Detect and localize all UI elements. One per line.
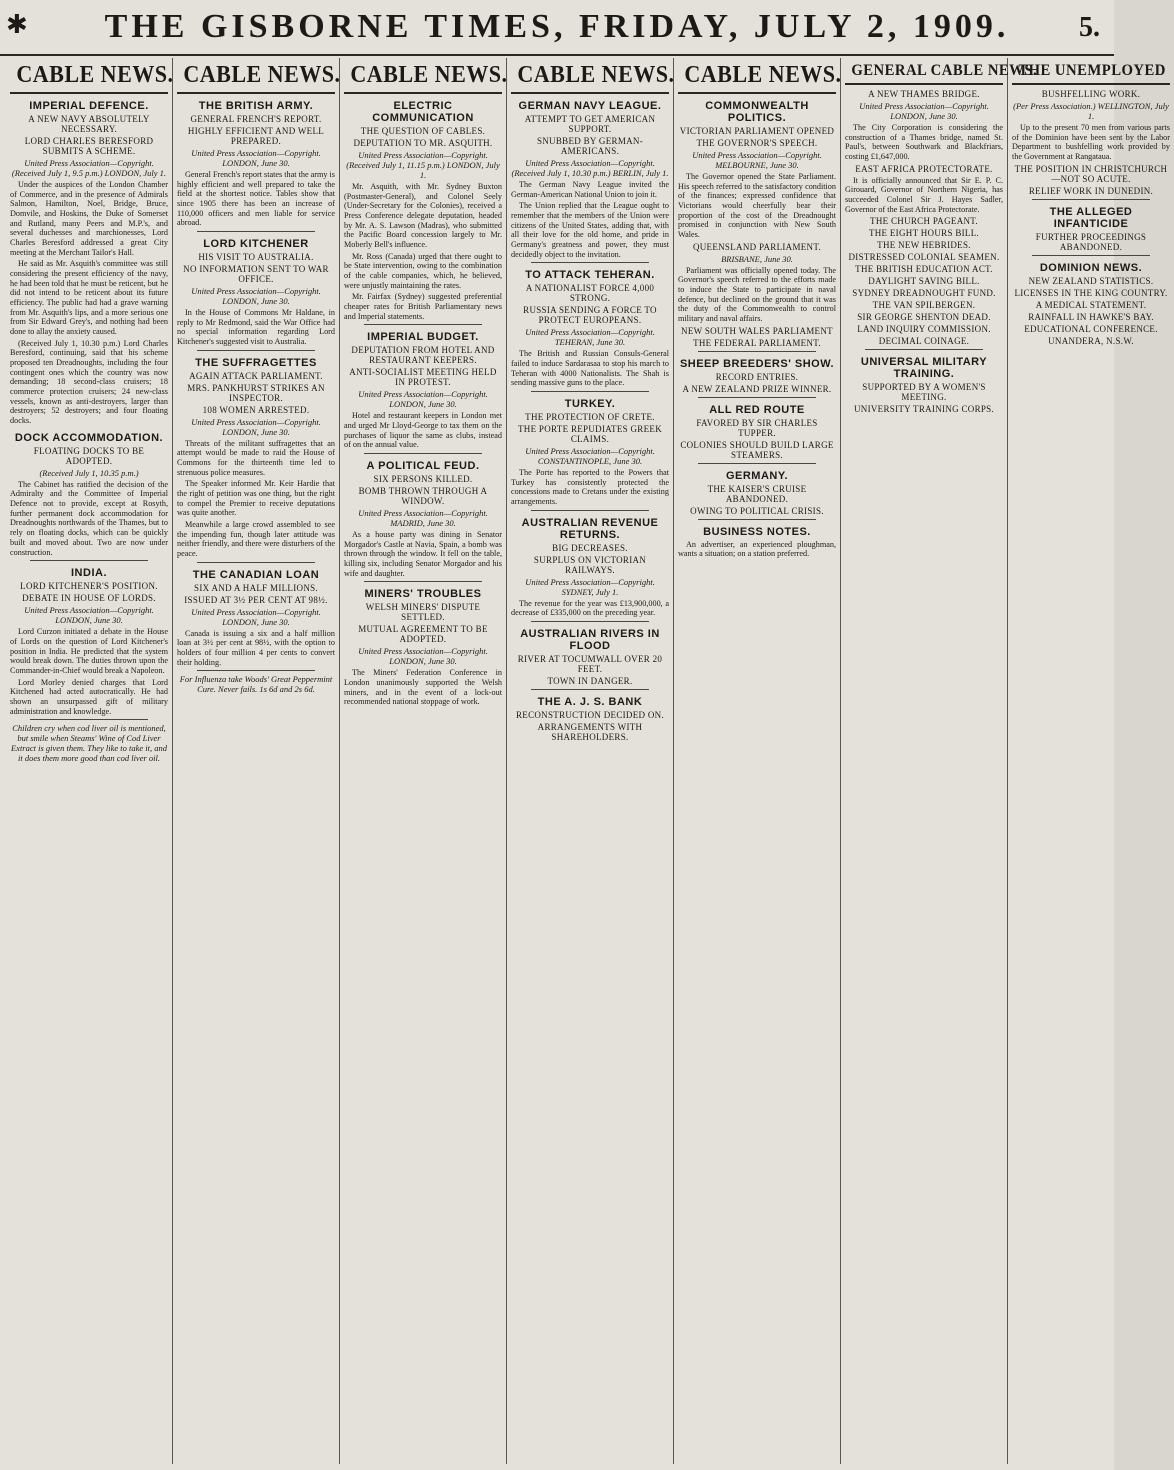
- dateline: United Press Association—Copyright. LONDON, June 30.: [191, 148, 321, 168]
- column-heading: CABLE NEWS.: [350, 62, 508, 88]
- headline: AUSTRALIAN RIVERS IN FLOOD: [520, 628, 660, 653]
- subheadline: RECONSTRUCTION DECIDED ON.: [515, 710, 665, 721]
- article-paragraph: An advertiser, an experienced ploughman, wants a situation; on a station preferred.: [678, 539, 836, 559]
- subheadline: DEPUTATION TO MR. ASQUITH.: [353, 138, 493, 148]
- divider: [531, 621, 649, 622]
- subheadline: THE VAN SPILBERGEN.: [872, 300, 976, 311]
- subheadline: DAYLIGHT SAVING BILL.: [868, 276, 980, 287]
- article-paragraph: The Union replied that the League ought to remember that the members of the Union were citizens of the United States, adding that, with all their love for the old home, and pride in Germany's greatness and power, they must decidedly object to the invitation.: [511, 201, 669, 259]
- column-heading: GENERAL CABLE NEWS.: [851, 62, 1038, 79]
- column-7: [1008, 58, 1174, 1464]
- subheadline: SIR GEORGE SHENTON DEAD.: [857, 312, 991, 323]
- dateline: United Press Association—Copyright. LONDON, June 30.: [859, 101, 989, 121]
- subheadline: DECIMAL COINAGE.: [878, 336, 970, 347]
- subheadline: LICENSES IN THE KING COUNTRY.: [1014, 287, 1168, 298]
- subheadline: QUEENSLAND PARLIAMENT.: [692, 241, 822, 252]
- column-heading: CABLE NEWS.: [16, 62, 174, 88]
- dateline: United Press Association—Copyright. MELBOURNE, June 30.: [692, 150, 822, 170]
- subheadline: MRS. PANKHURST STRIKES AN INSPECTOR.: [187, 382, 325, 403]
- subheadline: DEPUTATION FROM HOTEL AND RESTAURANT KEEPERS.: [351, 345, 495, 366]
- headline: IMPERIAL BUDGET.: [367, 331, 479, 344]
- column-6: [841, 58, 1038, 1464]
- headline: TO ATTACK TEHERAN.: [525, 269, 655, 282]
- subheadline: RELIEF WORK IN DUNEDIN.: [1028, 185, 1154, 196]
- subheadline: THE QUESTION OF CABLES.: [360, 126, 486, 136]
- subheadline: ATTEMPT TO GET AMERICAN SUPPORT.: [524, 114, 656, 134]
- columns: [6, 58, 1170, 1464]
- dateline: United Press Association—Copyright. LONDON, June 30.: [191, 286, 321, 307]
- divider: [698, 351, 816, 352]
- headline: COMMONWEALTH POLITICS.: [705, 100, 809, 124]
- article-paragraph: Canada is issuing a six and a half million loan at 3½ per cent at 98½, with the option to holders of four million 4 per cents to convert their holding.: [177, 628, 335, 667]
- subheadline: RAINFALL IN HAWKE'S BAY.: [1028, 311, 1154, 322]
- article-paragraph: Meanwhile a large crowd assembled to see the impending fun, though later attitude was neither friendly, and there were disturbers of the peace.: [177, 520, 335, 559]
- subheadline: ISSUED AT 3½ PER CENT AT 98½.: [184, 594, 328, 605]
- column-heading: CABLE NEWS.: [684, 62, 842, 88]
- subheadline: FURTHER PROCEEDINGS ABANDONED.: [1035, 231, 1147, 252]
- divider: [698, 463, 816, 464]
- article-paragraph: He said as Mr. Asquith's committee was still considering the present efficiency of the navy, he had been told that he must be reticent, but he did not intend to be reticent about its future efficiency. The public had had a grave warning from Mr. Asquith's lips, and a more serious one from Sir Edward Grey's, and nothing had been done to allay the anxiety caused.: [10, 259, 168, 337]
- divider: [1032, 199, 1150, 200]
- divider: [511, 92, 669, 94]
- column-1: [6, 58, 173, 1464]
- headline: GERMANY.: [725, 469, 789, 482]
- subheadline: MUTUAL AGREEMENT TO BE ADOPTED.: [358, 624, 488, 645]
- subheadline: ANTI-SOCIALIST MEETING HELD IN PROTEST.: [349, 367, 497, 388]
- column-heading: CABLE NEWS.: [517, 62, 675, 88]
- headline: A POLITICAL FEUD.: [366, 460, 480, 473]
- article-paragraph: The German Navy League invited the German-American National Union to join it.: [511, 180, 669, 199]
- advertisement: Children cry when cod liver oil is mentioned, but smile when Steams' Wine of Cod Liver Extract is given them. They like to take it, and it does them more good than cod liver oil.: [10, 723, 168, 763]
- subheadline: LORD KITCHENER'S POSITION.: [20, 581, 158, 592]
- subheadline: BIG DECREASES.: [552, 542, 628, 553]
- divider: [1032, 255, 1150, 256]
- subheadline: NEW SOUTH WALES PARLIAMENT: [681, 325, 833, 336]
- subheadline: A NEW NAVY ABSOLUTELY NECESSARY.: [28, 114, 150, 134]
- subheadline: LORD CHARLES BERESFORD SUBMITS A SCHEME.: [24, 136, 154, 156]
- dateline: United Press Association—Copyright. LONDON, June 30.: [191, 606, 321, 627]
- subheadline: FAVORED BY SIR CHARLES TUPPER.: [696, 417, 818, 438]
- article-paragraph: Lord Morley denied charges that Lord Kitchened had acted autocratically. He had shown an unsurpassed gift of military administration and knowledge.: [10, 677, 168, 716]
- column-heading: CABLE NEWS.: [183, 62, 341, 88]
- article-paragraph: Mr. Fairfax (Sydney) suggested preferential cheaper rates for British Parliamentary news and Imperial statements.: [344, 292, 502, 321]
- divider: [698, 519, 816, 520]
- headline: IMPERIAL DEFENCE.: [29, 100, 149, 112]
- subheadline: HIGHLY EFFICIENT AND WELL PREPARED.: [187, 126, 325, 146]
- headline: THE CANADIAN LOAN: [192, 568, 320, 581]
- dateline: United Press Association—Copyright. MADRID, June 30.: [358, 508, 488, 529]
- subheadline: RECORD ENTRIES.: [715, 371, 799, 382]
- divider: [344, 92, 502, 94]
- subheadline: A MEDICAL STATEMENT.: [1035, 299, 1147, 310]
- column-4: [507, 58, 674, 1464]
- article-paragraph: It is officially announced that Sir E. P. C. Girouard, Governor of Northern Nigeria, has succeeded Colonel Sir J. Hayes Sadler, Governor of the East Africa Protectorate.: [845, 175, 1003, 214]
- headline: LORD KITCHENER: [203, 238, 309, 251]
- subheadline: LAND INQUIRY COMMISSION.: [857, 324, 991, 335]
- subheadline: VICTORIAN PARLIAMENT OPENED: [679, 126, 835, 136]
- subheadline: UNIVERSITY TRAINING CORPS.: [853, 404, 995, 415]
- divider: [197, 350, 315, 351]
- subheadline: BOMB THROWN THROUGH A WINDOW.: [358, 486, 488, 507]
- headline: DOMINION NEWS.: [1039, 261, 1143, 274]
- dateline: United Press Association—Copyright. (Received July 1, 10.30 p.m.) BERLIN, July 1.: [511, 158, 669, 178]
- divider: [364, 453, 482, 454]
- subheadline: THE POSITION IN CHRISTCHURCH—NOT SO ACUTE.: [1014, 163, 1168, 184]
- divider: [197, 670, 315, 671]
- headline: BUSINESS NOTES.: [703, 525, 811, 538]
- subheadline: A NEW ZEALAND PRIZE WINNER.: [682, 383, 832, 394]
- article-paragraph: The City Corporation is considering the construction of a Thames bridge, named St. Paul's, between Southwark and Blackfriars, costing £1,647,000.: [845, 123, 1003, 162]
- article-paragraph: In the House of Commons Mr Haldane, in reply to Mr Redmond, said the War Office had no special information regarding Lord Kitchener's suggested visit to Australia.: [177, 308, 335, 347]
- divider: [698, 397, 816, 398]
- headline: MINERS' TROUBLES: [364, 588, 482, 601]
- divider: [177, 92, 335, 94]
- masthead: [0, 0, 1114, 56]
- article-paragraph: Lord Curzon initiated a debate in the House of Lords on the question of Lord Kitchener's position in India. He predicted that the system would break down. The duties thrown upon the Commander-in-Chief would break a Napoleon.: [10, 627, 168, 675]
- subheadline: THE FEDERAL PARLIAMENT.: [693, 337, 821, 348]
- divider: [865, 349, 983, 350]
- article-paragraph: Parliament was officially opened today. The Governor's speech referred to the efforts made to induce the State to participate in naval defence, but declined on the ground that it was the duty of the Commonwealth to control military and naval affairs.: [678, 265, 836, 324]
- article-paragraph: Mr. Asquith, with Mr. Sydney Buxton (Postmaster-General), and Colonel Seely (Under-Secretary for the Colonies), received a Press Conference delegate deputation, headed by Mr. A. S. Lawson (Madras), who submitted the Pacific Board concession largely to Mr. Moberly Bell's influence.: [344, 182, 502, 250]
- subheadline: SIX PERSONS KILLED.: [373, 474, 473, 485]
- subheadline: DISTRESSED COLONIAL SEAMEN.: [848, 252, 1000, 263]
- headline: THE ALLEGED INFANTICIDE: [1049, 205, 1133, 230]
- article-paragraph: The Speaker informed Mr. Keir Hardie that the right of petition was one thing, but the right to compel the Premier to receive deputations was quite another.: [177, 479, 335, 518]
- subheadline: AGAIN ATTACK PARLIAMENT.: [189, 370, 323, 381]
- subheadline: WELSH MINERS' DISPUTE SETTLED.: [365, 602, 481, 623]
- headline: UNIVERSAL MILITARY TRAINING.: [860, 356, 988, 381]
- article-paragraph: Up to the present 70 men from various parts of the Dominion have been sent by the Labor Department to bushfelling work provided by the Government at Rangataua.: [1012, 123, 1170, 162]
- subheadline: THE KAISER'S CRUISE ABANDONED.: [707, 483, 807, 504]
- headline: THE A. J. S. BANK: [537, 696, 643, 709]
- headline: THE SUFFRAGETTES: [195, 356, 317, 369]
- subheadline: THE BRITISH EDUCATION ACT.: [855, 264, 993, 275]
- divider: [364, 324, 482, 325]
- divider: [845, 83, 1003, 85]
- dateline: United Press Association—Copyright. SYDNEY, July 1.: [525, 576, 655, 597]
- article-paragraph: (Received July 1, 10.30 p.m.) Lord Charles Beresford, continuing, said that his scheme proposed ten Dreadnoughts, including the four contingent ones which the country was now demanding; 18 second-class cruisers; 18 commerce protection cruisers; 24 new-class vessels, known as anti-destroyers, larger than destroyers; 52 destroyers; and four floating docks.: [10, 338, 168, 426]
- dateline: United Press Association—Copyright. LONDON, June 30.: [358, 389, 488, 410]
- dateline: United Press Association—Copyright. TEHERAN, June 30.: [525, 327, 655, 348]
- dateline: BRISBANE, June 30.: [721, 253, 793, 264]
- dateline: United Press Association—Copyright. CONSTANTINOPLE, June 30.: [525, 446, 655, 467]
- divider: [30, 560, 148, 561]
- subheadline: THE GOVERNOR'S SPEECH.: [696, 138, 818, 148]
- subheadline: THE EIGHT HOURS BILL.: [868, 228, 980, 239]
- subheadline: A NEW THAMES BRIDGE.: [868, 89, 980, 99]
- page-number: 5.: [1079, 12, 1100, 43]
- subheadline: DEBATE IN HOUSE OF LORDS.: [22, 593, 156, 604]
- subheadline: ARRANGEMENTS WITH SHAREHOLDERS.: [537, 722, 643, 743]
- dateline: United Press Association—Copyright. (Received July 1, 9.5 p.m.) LONDON, July 1.: [11, 158, 167, 178]
- subheadline: THE PORTE REPUDIATES GREEK CLAIMS.: [517, 424, 662, 445]
- dateline: United Press Association—Copyright. LONDON, June 30.: [191, 416, 321, 437]
- subheadline: HIS VISIT TO AUSTRALIA.: [198, 252, 314, 263]
- divider: [531, 262, 649, 263]
- divider: [364, 581, 482, 582]
- dateline: (Per Press Association.) WELLINGTON, July 1.: [1013, 101, 1169, 121]
- subheadline: UNANDERA, N.S.W.: [1048, 335, 1134, 346]
- article-paragraph: Mr. Ross (Canada) urged that there ought to be State intervention, owing to the combination of the cable companies, which, he believed, were unjustly maintaining the rates.: [344, 251, 502, 290]
- subheadline: RIVER AT TOCUMWALL OVER 20 FEET.: [517, 654, 663, 675]
- subheadline: THE NEW HEBRIDES.: [877, 240, 971, 251]
- article-paragraph: As a house party was dining in Senator Morgador's Castle at Navia, Spain, a bomb was thrown through the window. It fell on the table, killing six, including Senator Morgador and his wife and daughter.: [344, 530, 502, 578]
- headline: ELECTRIC COMMUNICATION: [372, 100, 474, 124]
- divider: [678, 92, 836, 94]
- subheadline: COLONIES SHOULD BUILD LARGE STEAMERS.: [680, 439, 834, 460]
- headline: DOCK ACCOMMODATION.: [14, 431, 164, 444]
- dateline: United Press Association—Copyright. (Received July 1, 11.15 p.m.) LONDON, July 1.: [346, 150, 500, 180]
- subheadline: NEW ZEALAND STATISTICS.: [1028, 275, 1154, 286]
- article-paragraph: Hotel and restaurant keepers in London met and urged Mr Lloyd-George to tax them on the purchases of liquor the same as clubs, instead of on the annual value.: [344, 411, 502, 450]
- headline: GERMAN NAVY LEAGUE.: [518, 100, 662, 112]
- ink-blot-icon: ✱: [6, 10, 28, 39]
- headline: TURKEY.: [564, 398, 616, 411]
- article-paragraph: The Cabinet has ratified the decision of the Admiralty and the Committee of Imperial Defence not to provide, except at Rosyth, further permanent dock accommodation for Dreadnoughts northwards of the Thames, but to rely on floating docks, which can be quickly built and moved about. Two are now under construction.: [10, 479, 168, 557]
- dateline: (Received July 1, 10.35 p.m.): [39, 467, 139, 478]
- subheadline: SURPLUS ON VICTORIAN RAILWAYS.: [533, 554, 647, 575]
- subheadline: OWING TO POLITICAL CRISIS.: [690, 505, 824, 516]
- dateline: United Press Association—Copyright. LONDON, June 30.: [24, 605, 154, 626]
- subheadline: FLOATING DOCKS TO BE ADOPTED.: [33, 445, 145, 466]
- advertisement: For Influenza take Woods' Great Peppermint Cure. Never fails. 1s 6d and 2s 6d.: [179, 674, 333, 695]
- masthead-title: THE GISBORNE TIMES, FRIDAY, JULY 2, 1909.: [104, 8, 1010, 45]
- dateline: United Press Association—Copyright. LONDON, June 30.: [358, 646, 488, 667]
- headline: INDIA.: [71, 567, 107, 580]
- article-paragraph: General French's report states that the army is highly efficient and well prepared to take the field at the shortest notice. Tables show that since 1905 there has been an increase of 110,000 officers and men liable for service abroad.: [177, 170, 335, 228]
- article-paragraph: Threats of the militant suffragettes that an attempt would be made to raid the House of Commons for the thirteenth time led to strenuous police measures.: [177, 438, 335, 477]
- divider: [197, 562, 315, 563]
- subheadline: EAST AFRICA PROTECTORATE.: [855, 163, 993, 174]
- subheadline: SYDNEY DREADNOUGHT FUND.: [852, 288, 996, 299]
- subheadline: BUSHFELLING WORK.: [1041, 89, 1141, 99]
- column-heading: THE UNEMPLOYED: [1018, 62, 1166, 79]
- article-paragraph: The Governor opened the State Parliament. His speech referred to the satisfactory condition of the finances; expressed confidence that Victorians would cheerfully bear their proportion of the cost of the Dreadnought promised in conjunction with New South Wales.: [678, 172, 836, 240]
- column-2: [173, 58, 340, 1464]
- article-paragraph: The Porte has reported to the Powers that Turkey has consistently protected the concessions made to Cretans under the existing arrangements.: [511, 468, 669, 507]
- subheadline: SUPPORTED BY A WOMEN'S MEETING.: [862, 382, 986, 403]
- article-paragraph: The British and Russian Consuls-General failed to induce Sardarasaa to stop his march to Teheran with 4000 Nationalists. The Shah is sending massive guns to the place.: [511, 349, 669, 388]
- article-paragraph: The Miners' Federation Conference in London unanimously supported the Welsh miners, and in the event of a lock-out recommended national stoppage of work.: [344, 668, 502, 707]
- headline: AUSTRALIAN REVENUE RETURNS.: [521, 516, 659, 541]
- subheadline: THE CHURCH PAGEANT.: [870, 216, 978, 227]
- divider: [531, 510, 649, 511]
- article-paragraph: The revenue for the year was £13,900,000, a decrease of £335,000 on the preceding year.: [511, 598, 669, 618]
- headline: THE BRITISH ARMY.: [198, 100, 314, 112]
- divider: [531, 689, 649, 690]
- divider: [197, 231, 315, 232]
- subheadline: THE PROTECTION OF CRETE.: [525, 412, 655, 423]
- subheadline: NO INFORMATION SENT TO WAR OFFICE.: [183, 264, 329, 285]
- subheadline: RUSSIA SENDING A FORCE TO PROTECT EUROPEANS.: [523, 305, 657, 326]
- column-5: [674, 58, 841, 1464]
- subheadline: 108 WOMEN ARRESTED.: [202, 404, 310, 415]
- divider: [531, 391, 649, 392]
- subheadline: TOWN IN DANGER.: [547, 676, 633, 687]
- divider: [1012, 83, 1170, 85]
- subheadline: SIX AND A HALF MILLIONS.: [194, 582, 318, 593]
- subheadline: GENERAL FRENCH'S REPORT.: [190, 114, 322, 124]
- subheadline: SNUBBED BY GERMAN-AMERICANS.: [536, 136, 644, 156]
- column-3: [340, 58, 507, 1464]
- divider: [10, 92, 168, 94]
- subheadline: A NATIONALIST FORCE 4,000 STRONG.: [525, 283, 655, 304]
- article-paragraph: Under the auspices of the London Chamber of Commerce, and in the presence of Admirals Salmon, Hamilton, Noel, Bridge, Bruce, Domvile, and Hoskins, the Duke of Somerset and Rutland, many Peers and M.P.'s, and several duchesses and marchionesses, Lord Charles Beresford addressed a great City meeting at the Merchant Tailor's Hall.: [10, 180, 168, 257]
- headline: ALL RED ROUTE: [709, 403, 805, 416]
- subheadline: EDUCATIONAL CONFERENCE.: [1024, 323, 1158, 334]
- headline: SHEEP BREEDERS' SHOW.: [679, 357, 835, 370]
- divider: [30, 719, 148, 720]
